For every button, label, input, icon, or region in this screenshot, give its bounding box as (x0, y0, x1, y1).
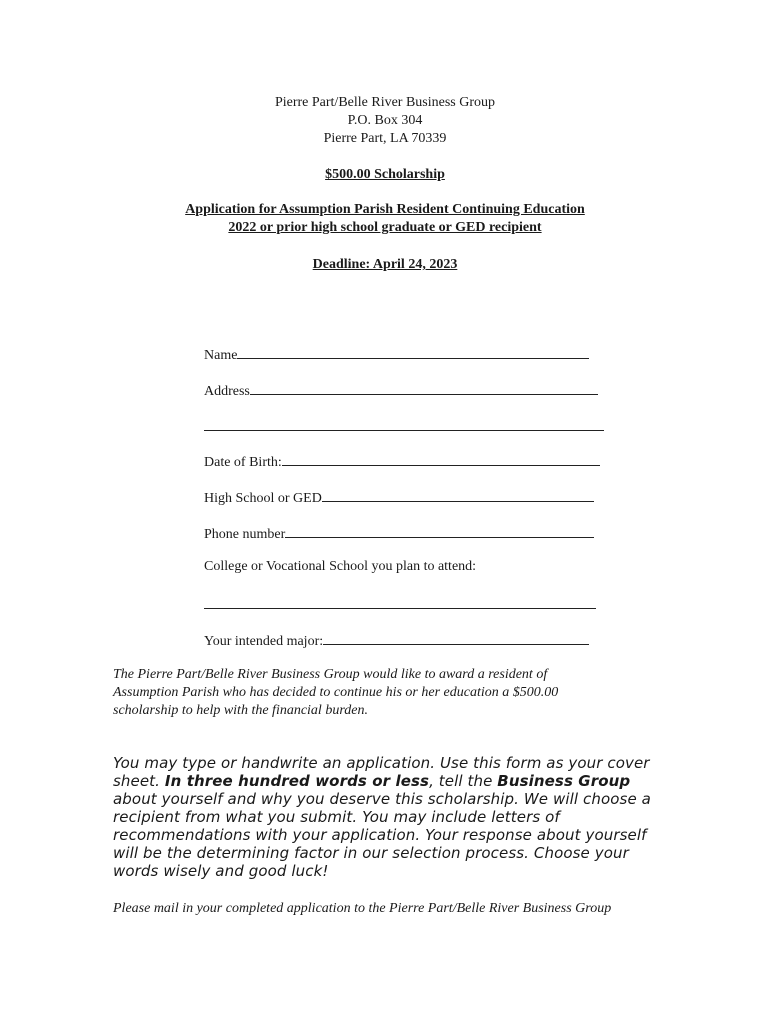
name-blank[interactable] (237, 344, 589, 359)
name-field[interactable] (204, 344, 589, 365)
dob-field[interactable] (204, 451, 600, 472)
address-line-2-blank[interactable] (204, 430, 604, 431)
po-box: P.O. Box 304 (347, 113, 423, 128)
application-title-line-2: 2022 or prior high school graduate or GED recipient (228, 220, 542, 235)
college-label: College or Vocational School you plan to attend: (204, 559, 477, 574)
high-school-label: High School or GED (204, 491, 322, 506)
phone-label: Phone number (204, 527, 286, 542)
high-school-blank[interactable] (322, 487, 594, 502)
instructions-text-3: about yourself and why you deserve this scholarship. We will choose a recipient from what you submit. You may include letters of recommendations with your application. Your response about yourself will be the determining factor in our selection process. Choose your words wisely and good luck! (113, 790, 651, 880)
address-field[interactable] (204, 380, 598, 401)
application-title (0, 201, 770, 237)
college-blank[interactable] (204, 608, 596, 609)
instructions-paragraph (113, 754, 658, 880)
city-state-zip: Pierre Part, LA 70339 (323, 131, 447, 146)
address-blank[interactable] (250, 380, 598, 395)
college-field (204, 558, 476, 576)
dob-label: Date of Birth: (204, 455, 282, 470)
instructions-text-1: You may type or handwrite an application. Use this form as your cover sheet. (113, 754, 650, 790)
address-label: Address (204, 384, 250, 399)
high-school-field[interactable] (204, 487, 594, 508)
major-field[interactable] (204, 630, 589, 651)
letterhead (0, 94, 770, 148)
scholarship-amount: $500.00 Scholarship (325, 167, 445, 182)
application-title-line-1: Application for Assumption Parish Resident Continuing Education (185, 202, 585, 217)
intro-paragraph: The Pierre Part/Belle River Business Group would like to award a resident of Assumption Parish who has decided to continue his or her education a $500.00 scholarship to help with the financial burden. (113, 667, 559, 718)
dob-blank[interactable] (282, 451, 600, 466)
name-label: Name (204, 348, 238, 363)
major-label: Your intended major: (204, 634, 324, 649)
instructions-text-2: , tell the (429, 772, 498, 790)
phone-field[interactable] (204, 523, 594, 544)
phone-blank[interactable] (285, 523, 594, 538)
mail-instructions: Please mail in your completed application to the Pierre Part/Belle River Business Group (113, 901, 612, 916)
instructions-emphasis-word-limit: In three hundred words or less (164, 772, 430, 790)
major-blank[interactable] (323, 630, 589, 645)
instructions-emphasis-business-group: Business Group (497, 772, 631, 790)
org-name: Pierre Part/Belle River Business Group (274, 95, 496, 110)
deadline-heading (0, 256, 770, 274)
scholarship-heading (0, 166, 770, 184)
deadline: Deadline: April 24, 2023 (312, 257, 458, 272)
